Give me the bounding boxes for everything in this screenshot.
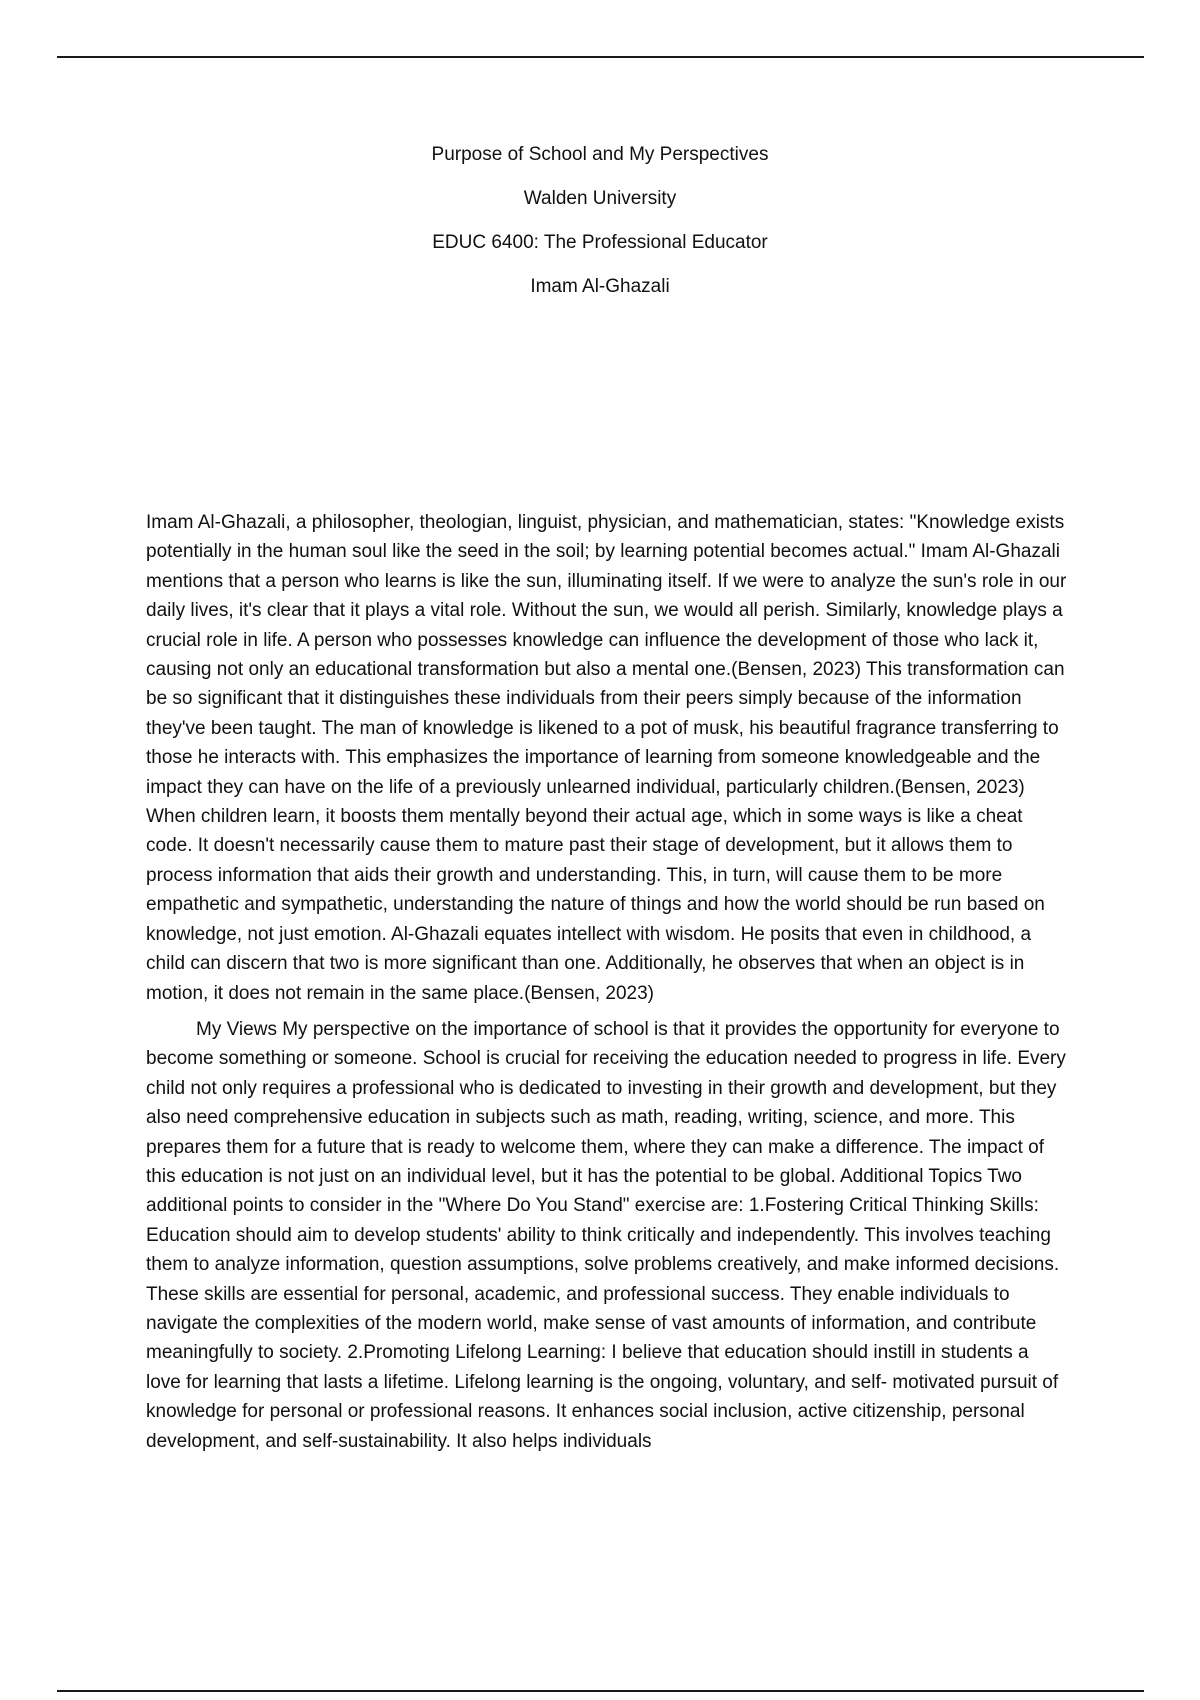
title-page — [0, 143, 1200, 319]
institution-name: Walden University — [523, 188, 677, 209]
paper-title: Purpose of School and My Perspectives — [431, 144, 769, 165]
body-paragraph-2: My Views My perspective on the importance of school is that it provides the opportunity for everyone to become something or someone. School is crucial for receiving the education needed to progress in life. Every child not only requires a professional who is dedicated to investing in their growth and development, but they also need comprehensive education in subjects such as math, reading, writing, science, and more. This prepares them for a future that is ready to welcome them, where they can make a difference. The impact of this education is not just on an individual level, but it has the potential to be global. Additional Topics Two additional points to consider in the "Where Do You Stand" exercise are: 1.Fostering Critical Thinking Skills: Education should aim to develop students' ability to think critically and independently. This involves teaching them to analyze information, question assumptions, solve problems creatively, and make informed decisions. These skills are essential for personal, academic, and professional success. They enable individuals to navigate the complexities of the modern world, make sense of vast amounts of information, and contribute meaningfully to society. 2.Promoting Lifelong Learning: I believe that education should instill in students a love for learning that lasts a lifetime. Lifelong learning is the ongoing, voluntary, and self- motivated pursuit of knowledge for personal or professional reasons. It enhances social inclusion, active citizenship, personal development, and self-sustainability. It also helps individuals — [146, 1018, 1066, 1452]
author-name: Imam Al-Ghazali — [530, 276, 670, 297]
body-paragraph-1: Imam Al-Ghazali, a philosopher, theologian, linguist, physician, and mathematician, states: "Knowledge exists potentially in the human soul like the seed in the soil; by learning potential becomes actual." Imam Al-Ghazali mentions that a person who learns is like the sun, illuminating itself. If we were to analyze the sun's role in our daily lives, it's clear that it plays a vital role. Without the sun, we would all perish. Similarly, knowledge plays a crucial role in life. A person who possesses knowledge can influence the development of those who lack it, causing not only an educational transformation but also a mental one.(Bensen, 2023) This transformation can be so significant that it distinguishes these individuals from their peers simply because of the information they've been taught. The man of knowledge is likened to a pot of musk, his beautiful fragrance transferring to those he interacts with. This emphasizes the importance of learning from someone knowledgeable and the impact they can have on the life of a previously unlearned individual, particularly children.(Bensen, 2023) When children learn, it boosts them mentally beyond their actual age, which in some ways is like a cheat code. It doesn't necessarily cause them to mature past their stage of development, but it allows them to process information that aids their growth and understanding. This, in turn, will cause them to be more empathetic and sympathetic, understanding the nature of things and how the world should be run based on knowledge, not just emotion. Al-Ghazali equates intellect with wisdom. He posits that even in childhood, a child can discern that two is more significant than one. Additionally, he observes that when an object is in motion, it does not remain in the same place.(Bensen, 2023) — [146, 512, 1067, 1004]
body-text — [146, 508, 1068, 1456]
top-rule — [57, 56, 1144, 58]
course-name: EDUC 6400: The Professional Educator — [432, 232, 768, 253]
bottom-rule — [57, 1690, 1144, 1692]
